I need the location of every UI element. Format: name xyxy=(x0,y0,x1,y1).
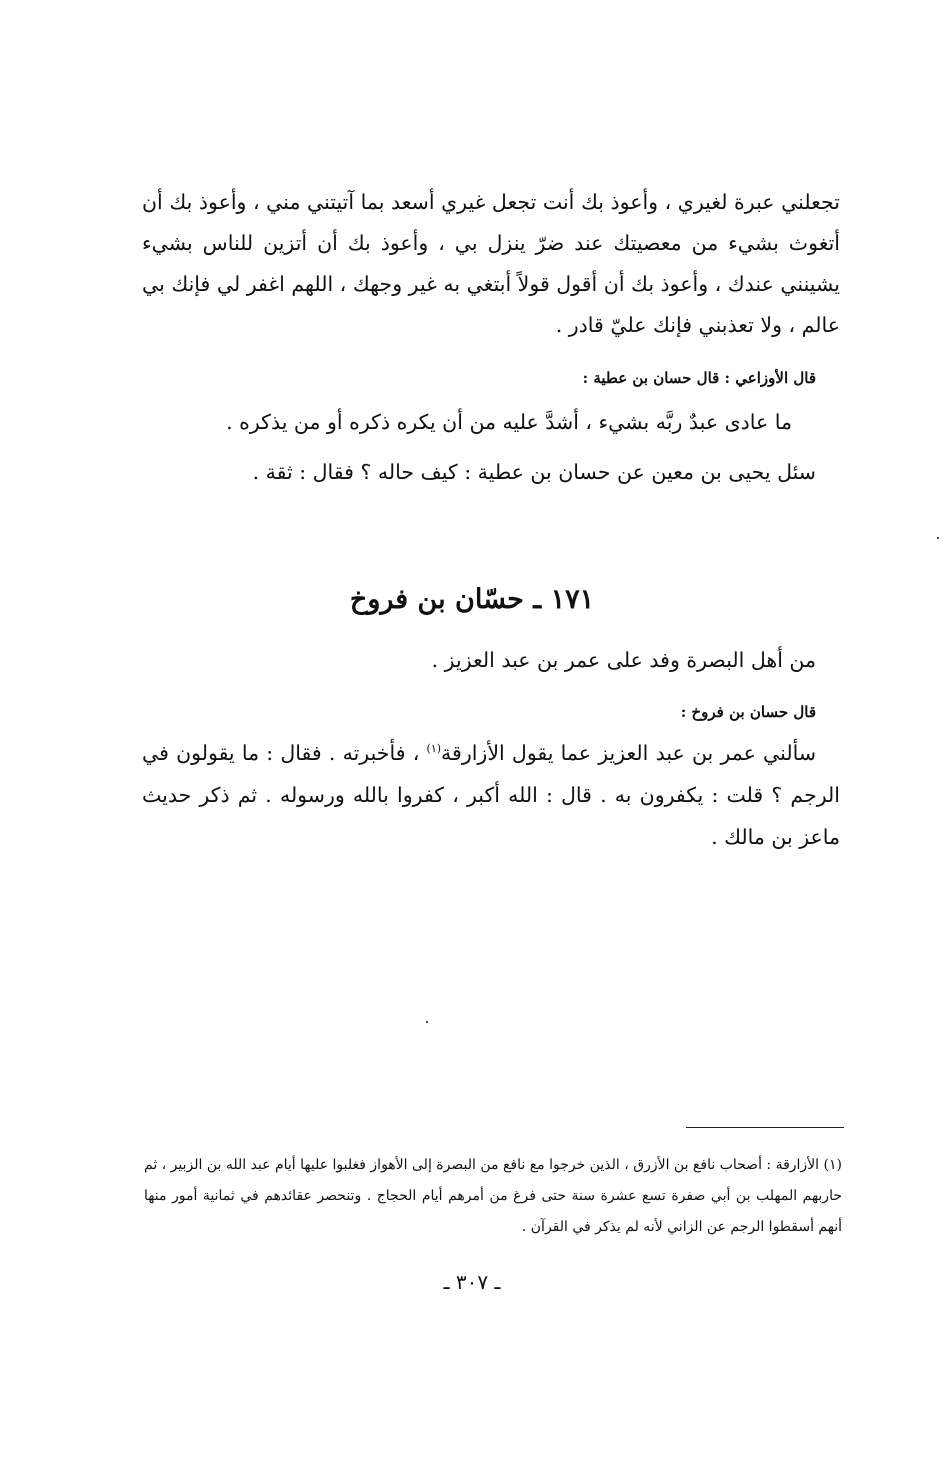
narrator-line-1: قال الأوزاعي : قال حسان بن عطية : xyxy=(582,369,816,387)
paragraph-text-before-mark: سألني عمر بن عبد العزيز عما يقول الأزارقة xyxy=(441,741,816,765)
body-paragraph-2 xyxy=(142,732,840,858)
body-paragraph-1: تجعلني عبرة لغيري ، وأعوذ بك أنت تجعل غيري أسعد بما آتيتني مني ، وأعوذ بك أن أتغوث بشيء من معصيتك عند ضرّ ينزل بي ، وأعوذ بك أن أتزين للناس بشيء يشينني عندك ، وأعوذ بك أن أقول قولاً أبتغي به غير وجهك ، اللهم اغفر لي فإنك بي عالم ، ولا تعذبني فإنك عليّ قادر . xyxy=(142,190,840,337)
scan-speck xyxy=(937,537,939,539)
quote-line-2: سئل يحيى بن معين عن حسان بن عطية : كيف حاله ؟ فقال : ثقة . xyxy=(252,460,816,484)
section-intro: من أهل البصرة وفد على عمر بن عبد العزيز . xyxy=(431,648,816,672)
footnote-mark: (١) xyxy=(426,742,442,756)
quote-line-1: ما عادى عبدٌ ربَّه بشيء ، أشدَّ عليه من أن يكره ذكره أو من يذكره . xyxy=(226,410,792,434)
footnote-text: (١) الأزارقة : أصحاب نافع بن الأزرق ، الذين خرجوا مع نافع من البصرة إلى الأهواز فغلبوا عليها أيام عبد الله بن الزبير ، ثم حاربهم المهلب بن أبي صفرة تسع عشرة سنة حتى فرغ من أمرهم أيام الحجاج . وتنحصر عقائدهم في ثمانية أمور منها أنهم أسقطوا الرجم عن الزاني لأنه لم يذكر في القرآن . xyxy=(144,1157,842,1235)
footnote-divider xyxy=(686,1127,844,1128)
narrator-line-2: قال حسان بن فروخ : xyxy=(680,703,816,721)
paragraph-text-after-mark: ، فأخبرته . فقال : ما يقولون في الرجم ؟ قلت : يكفرون به . قال : الله أكبر ، كفروا بالله ورسوله . ثم ذكر حديث ماعز بن مالك . xyxy=(142,741,840,849)
scan-speck xyxy=(426,1021,428,1023)
page-number: ـ ٣٠٧ ـ xyxy=(443,1270,501,1294)
section-heading: ١٧١ ـ حسّان بن فروخ xyxy=(349,584,595,615)
